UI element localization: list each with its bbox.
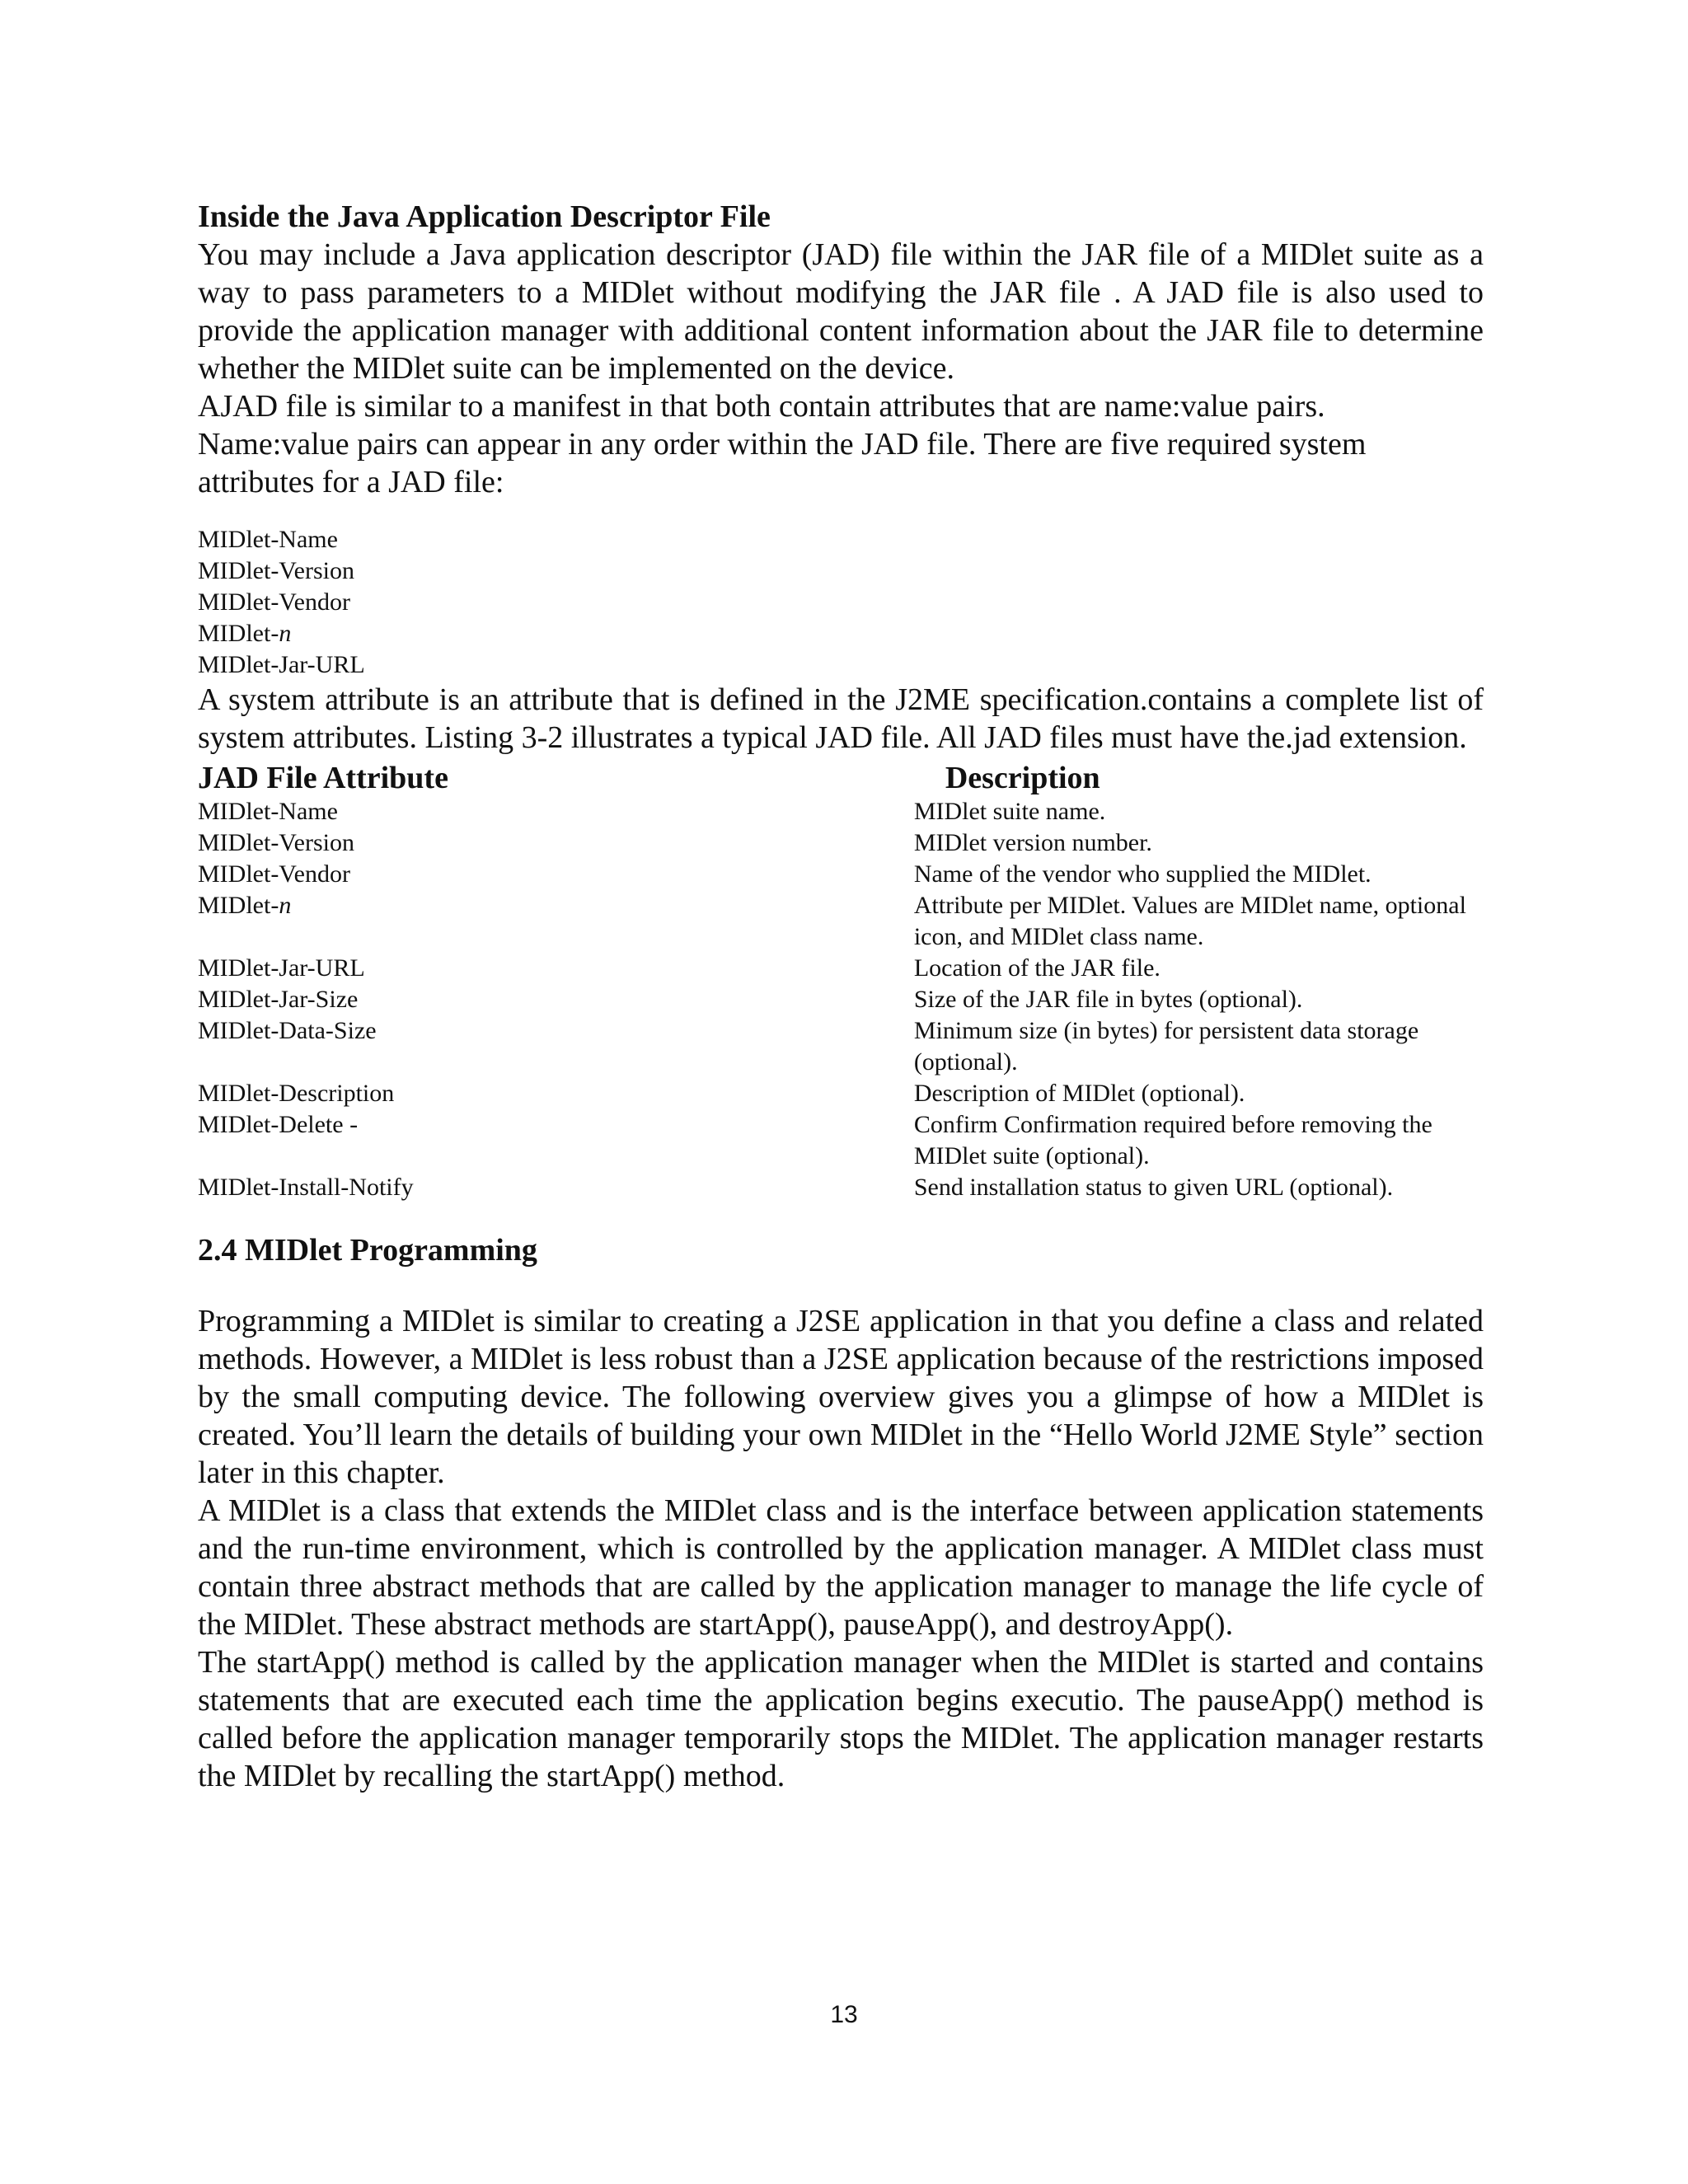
attribute-cell: MIDlet-Jar-Size	[198, 986, 359, 1013]
table-row	[198, 1109, 1484, 1172]
attribute-cell: MIDlet-n	[198, 892, 292, 919]
list-item: MIDlet-Version	[198, 557, 354, 584]
attribute-cell: MIDlet-Vendor	[198, 860, 350, 888]
column-header-attribute: JAD File Attribute	[198, 761, 448, 795]
description-cell: Attribute per MIDlet. Values are MIDlet name, optional icon, and MIDlet class name.	[913, 892, 1466, 950]
table-row	[198, 1078, 1484, 1109]
table-row	[198, 984, 1484, 1015]
description-cell: Name of the vendor who supplied the MIDlet.	[913, 860, 1372, 888]
paragraph: A MIDlet is a class that extends the MIDlet class and is the interface between application statements and the run-time environment, which is controlled by the application manager. A MIDlet class must contain three abstract methods that are called by the application manager to manage the life cycle of the MIDlet. These abstract methods are startApp(), pauseApp(), and destroyApp().	[198, 1493, 1484, 1642]
table-row	[198, 859, 1484, 890]
attribute-cell: MIDlet-Data-Size	[198, 1017, 377, 1044]
page-number: 13	[830, 2001, 858, 2028]
table-row	[198, 796, 1484, 827]
description-cell: Size of the JAR file in bytes (optional).	[913, 986, 1303, 1013]
table-row	[198, 827, 1484, 859]
description-cell: Minimum size (in bytes) for persistent data storage (optional).	[913, 1017, 1419, 1076]
table-row	[198, 1172, 1484, 1203]
attribute-cell: MIDlet-Delete -	[198, 1111, 359, 1138]
paragraph: AJAD file is similar to a manifest in that both contain attributes that are name:value pairs. Name:value pairs can appear in any order within the JAD file. There are five required system attributes for a JAD file:	[198, 389, 1367, 499]
section-heading-jad: Inside the Java Application Descriptor File	[198, 199, 771, 234]
list-item: MIDlet-Name	[198, 526, 338, 553]
system-attribute-list	[198, 524, 1484, 681]
attribute-cell: MIDlet-Description	[198, 1080, 395, 1107]
page-content	[198, 198, 1484, 1795]
table-row	[198, 1015, 1484, 1078]
list-item: MIDlet-n	[198, 620, 292, 647]
attribute-cell: MIDlet-Name	[198, 798, 338, 825]
description-cell: MIDlet suite name.	[913, 798, 1106, 825]
paragraph: You may include a Java application descriptor (JAD) file within the JAR file of a MIDlet suite as a way to pass parameters to a MIDlet without modifying the JAR file . A JAD file is also used to provide the application manager with additional content information about the JAR file to determine whether the MIDlet suite can be implemented on the device.	[198, 237, 1484, 386]
list-item: MIDlet-Vendor	[198, 588, 350, 616]
table-row	[198, 890, 1484, 953]
paragraph: A system attribute is an attribute that is defined in the J2ME specification.contains a complete list of system attributes. Listing 3-2 illustrates a typical JAD file. All JAD files must have the.jad extension.	[198, 682, 1484, 755]
description-cell: Description of MIDlet (optional).	[913, 1080, 1245, 1107]
description-cell: MIDlet version number.	[913, 829, 1152, 856]
attribute-cell: MIDlet-Jar-URL	[198, 954, 365, 982]
column-header-description: Description	[945, 761, 1100, 795]
section-heading-midlet-programming: 2.4 MIDlet Programming	[198, 1233, 537, 1268]
list-item: MIDlet-Jar-URL	[198, 651, 365, 678]
jad-attribute-table	[198, 760, 1484, 1203]
description-cell: Send installation status to given URL (optional).	[913, 1174, 1394, 1201]
table-header-row	[198, 760, 1484, 796]
attribute-cell: MIDlet-Install-Notify	[198, 1174, 414, 1201]
paragraph: Programming a MIDlet is similar to creating a J2SE application in that you define a class and related methods. However, a MIDlet is less robust than a J2SE application because of the restrictions imposed by the small computing device. The following overview gives you a glimpse of how a MIDlet is created. You’ll learn the details of building your own MIDlet in the “Hello World J2ME Style” section later in this chapter.	[198, 1304, 1484, 1490]
description-cell: Confirm Confirmation required before removing the MIDlet suite (optional).	[913, 1111, 1432, 1169]
table-row	[198, 953, 1484, 984]
paragraph: The startApp() method is called by the application manager when the MIDlet is started and contains statements that are executed each time the application begins executio. The pauseApp() method is called before the application manager temporarily stops the MIDlet. The application manager restarts the MIDlet by recalling the startApp() method.	[198, 1645, 1484, 1793]
description-cell: Location of the JAR file.	[913, 954, 1160, 982]
attribute-cell: MIDlet-Version	[198, 829, 354, 856]
